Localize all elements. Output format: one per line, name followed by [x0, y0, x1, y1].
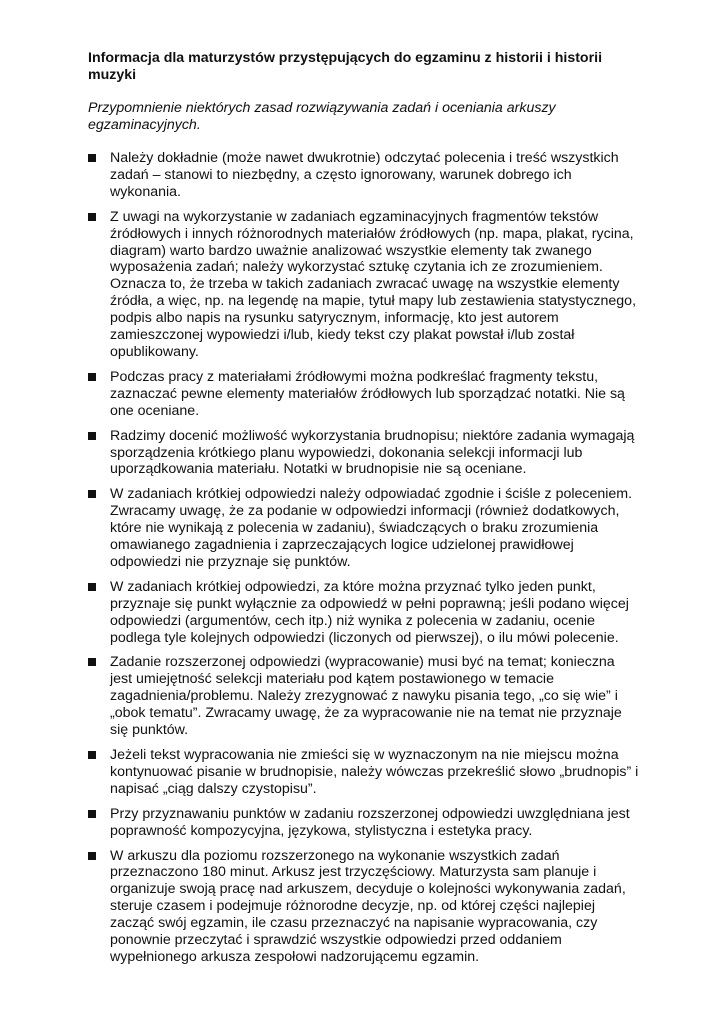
rule-text: Podczas pracy z materiałami źródłowymi można podkreślać fragmenty tekstu, zaznaczać pewne elementy materiałów źródłowych lub sporządzać notatki. Nie są one oceniane.	[110, 368, 625, 419]
square-bullet-icon	[88, 432, 96, 440]
square-bullet-icon	[88, 810, 96, 818]
rules-list	[88, 150, 640, 966]
square-bullet-icon	[88, 583, 96, 591]
rule-text: Jeżeli tekst wypracowania nie zmieści się w wyznaczonym na nie miejscu można kontynuować pisanie w brudnopisie, należy wówczas przekreślić słowo „brudnopis” i napisać „ciąg dalszy czystopisu”.	[110, 747, 639, 797]
rule-text: W arkuszu dla poziomu rozszerzonego na wykonanie wszystkich zadań przeznaczono 180 minut. Arkusz jest trzyczęściowy. Maturzysta sam planuje i organizuje swoją pracę nad arkuszem, decyduje o kolejności wykonywania zadań, steruje czasem i podejmuje różnorodne decyzje, np. od której części najlepiej zacząć swój egzamin, ile czasu przeznaczyć na napisanie wypracowania, czy ponownie przeczytać i sprawdzić wszystkie odpowiedzi przed oddaniem wypełnionego arkusza zespołowi nadzorującemu egzamin.	[110, 847, 626, 965]
square-bullet-icon	[88, 373, 96, 381]
document-subtitle: Przypomnienie niektórych zasad rozwiązywania zadań i oceniania arkuszy egzaminacyjnych.	[88, 100, 556, 133]
square-bullet-icon	[88, 213, 96, 221]
rule-text: Z uwagi na wykorzystanie w zadaniach egzaminacyjnych fragmentów tekstów źródłowych i innych różnorodnych materiałów źródłowych (np. mapa, plakat, rycina, diagram) warto bardzo uważnie analizować wszystkie elementy tak zwanego wyposażenia zadań; należy wykorzystać sztukę czytania ich ze zrozumieniem. Oznacza to, że trzeba w takich zadaniach zwracać uwagę na wszystkie elementy źródła, a więc, np. na legendę na mapie, tytuł mapy lub zestawienia statystycznego, podpis albo napis na rysunku satyrycznym, informację, kto jest autorem zamieszczonej wypowiedzi i/lub, kiedy tekst czy plakat powstał i/lub został opublikowany.	[110, 208, 637, 360]
list-item	[88, 654, 640, 739]
rule-text: Zadanie rozszerzonej odpowiedzi (wypracowanie) musi być na temat; konieczna jest umiejętność selekcji materiału pod kątem postawionego w temacie zagadnienia/problemu. Należy zrezygnować z nawyku pisania tego, „co się wie” i „obok tematu”. Zwracamy uwagę, że za wypracowanie nie na temat nie przyznaje się punktów.	[110, 654, 622, 739]
document-page	[88, 50, 640, 974]
list-item	[88, 428, 640, 479]
square-bullet-icon	[88, 852, 96, 860]
square-bullet-icon	[88, 154, 96, 162]
square-bullet-icon	[88, 751, 96, 759]
square-bullet-icon	[88, 490, 96, 498]
rule-text: Radzimy docenić możliwość wykorzystania brudnopisu; niektóre zadania wymagają sporządzenia krótkiego planu wypowiedzi, dokonania selekcji informacji lub uporządkowania materiału. Notatki w brudnopisie nie są oceniane.	[110, 427, 635, 478]
list-item	[88, 848, 640, 966]
document-title: Informacja dla maturzystów przystępujących do egzaminu z historii i historii muzyki	[88, 50, 603, 83]
list-item	[88, 369, 640, 420]
rule-text: W zadaniach krótkiej odpowiedzi, za które można przyznać tylko jeden punkt, przyznaje się punkt wyłącznie za odpowiedź w pełni poprawną; jeśli podano więcej odpowiedzi (argumentów, cech itp.) niż wynika z polecenia w zadaniu, ocenie podlega tyle kolejnych odpowiedzi (liczonych od pierwszej), o ilu mówi polecenie.	[110, 578, 629, 646]
list-item	[88, 486, 640, 571]
list-item	[88, 579, 640, 647]
rule-text: W zadaniach krótkiej odpowiedzi należy odpowiadać zgodnie i ściśle z poleceniem. Zwracamy uwagę, że za podanie w odpowiedzi informacji (również dodatkowych, które nie wynikają z polecenia w zadaniu), świadczących o braku zrozumienia omawianego zagadnienia i zaprzeczających logice udzielonej prawidłowej odpowiedzi nie przyznaje się punktów.	[110, 486, 633, 570]
list-item	[88, 209, 640, 361]
list-item	[88, 150, 640, 201]
list-item	[88, 747, 640, 798]
rule-text: Przy przyznawaniu punktów w zadaniu rozszerzonej odpowiedzi uwzględniana jest poprawność kompozycyjna, językowa, stylistyczna i estetyka pracy.	[110, 805, 630, 839]
list-item	[88, 806, 640, 840]
rule-text: Należy dokładnie (może nawet dwukrotnie) odczytać polecenia i treść wszystkich zadań – stanowi to niezbędny, a często ignorowany, warunek dobrego ich wykonania.	[110, 150, 619, 200]
square-bullet-icon	[88, 658, 96, 666]
